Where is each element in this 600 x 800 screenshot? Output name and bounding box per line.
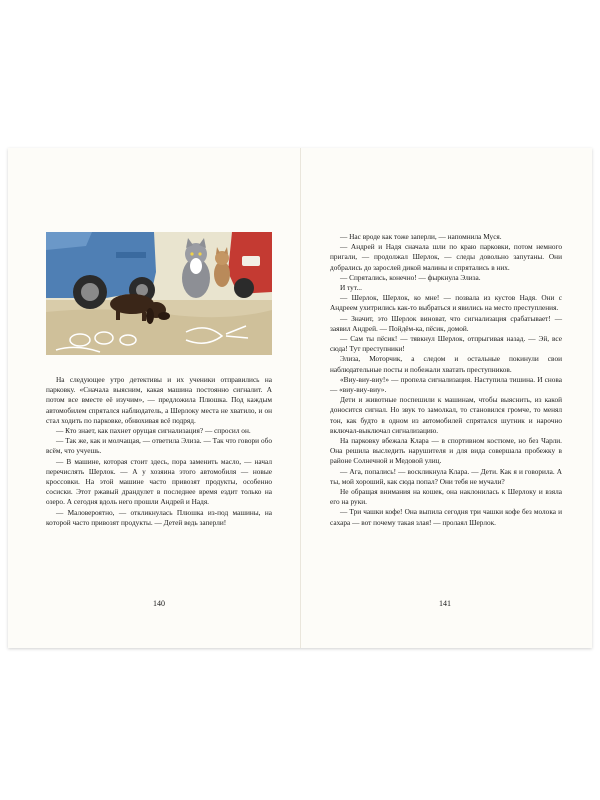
- paragraph: — Маловероятно, — откликнулась Плюшка из-под машины, на которой часто привозят продукты. — Детей ведь заперли!: [46, 507, 272, 527]
- right-page-text: [330, 232, 562, 528]
- paragraph: — Андрей и Надя сначала шли по краю парковки, потом немного пригали, — продолжал Шерлок, — следы довольно запутаны. Они добрались до зарослей дикой малины и спрятались в них.: [330, 242, 562, 272]
- paragraph: Элиза, Моторчик, а следом и остальные покинули свои наблюдательные посты и побежали хватать преступников.: [330, 354, 562, 374]
- paragraph: На следующее утро детективы и их ученики отправились на парковку. «Сначала выясним, какая машина постоянно сигналит. А потом все вместе её изучим», — предложила Плюшка. Под каждым автомобилем спрятался наблюдатель, а Шерлоку места не хватило, и он стал ходить по парковке, обнюхивая всё подряд.: [46, 375, 272, 425]
- page-number: 141: [439, 599, 451, 608]
- paragraph: — В машине, которая стоит здесь, пора заменить масло, — начал перечислять Шерлок. — А у хозяина этого автомобиля — новые кроссовки. На этой машине часто привозят продукты, особенно сосиски. Этот ржавый драндулет в последнее время ездит только на озеро. А сегодня вдоль него прошли Андрей и Надя.: [46, 456, 272, 507]
- right-page: [300, 148, 592, 648]
- illustration: [46, 232, 272, 355]
- page-number: 140: [153, 599, 165, 608]
- paragraph: — Так же, как и молчащая, — ответила Элиза. — Так что говори обо всём, что учуешь.: [46, 436, 272, 456]
- paragraph: — Спрятались, конечно! — фыркнула Элиза.: [340, 272, 481, 282]
- paragraph: — Три чашки кофе! Она выпила сегодня три чашки кофе без молока и сахара — вот почему такая злая! — пролаял Шерлок.: [330, 507, 562, 527]
- paragraph: — Нас вроде как тоже заперли, — напомнила Муся.: [340, 232, 502, 241]
- paragraph: — Сам ты пёсик! — тявкнул Шерлок, отпрыгивая назад. — Эй, все сюда! Тут преступники!: [330, 334, 562, 354]
- paragraph: На парковку вбежала Клара — в спортивном костюме, но без Чарли. Она решила выследить нарушителя и для вида совершала пробежку в районе Солнечной и Медовой улиц.: [330, 436, 562, 466]
- illustration-svg: [46, 232, 272, 355]
- paragraph: Не обращая внимания на кошек, она наклонилась к Шерлоку и взяла его на руки.: [330, 487, 562, 507]
- left-page-text: [46, 375, 272, 528]
- paragraph: — Кто знает, как пахнет орущая сигнализация? — спросил он.: [56, 426, 251, 436]
- paragraph: «Виу-виу-виу!» — пропела сигнализация. Наступила тишина. И снова — «виу-виу-виу».: [330, 374, 562, 395]
- paragraph: Дети и животные поспешили к машинам, чтобы выяснить, из какой доносится сигнал. Но звук то замолкал, то становился громче, то менял тон, как будто в одном из автомобилей спрятался шутник и нарочно включал-выключал сигнализацию.: [330, 395, 562, 435]
- left-page: [8, 148, 301, 648]
- paragraph: — Шерлок, Шерлок, ко мне! — позвала из кустов Надя. Они с Андреем ухитрились как-то выбраться и явились на место преступления.: [330, 293, 562, 313]
- book-spread: [8, 148, 592, 648]
- paragraph: — Ага, попались! — воскликнула Клара. — Дети. Как я и говорила. А ты, мой хороший, как сюда попал? Они тебя не мучали?: [330, 466, 562, 486]
- paragraph: — Значит, это Шерлок виноват, что сигнализация срабатывает! — заявил Андрей. — Пойдём-ка, пёсик, домой.: [330, 313, 562, 333]
- paragraph: И тут...: [340, 283, 362, 293]
